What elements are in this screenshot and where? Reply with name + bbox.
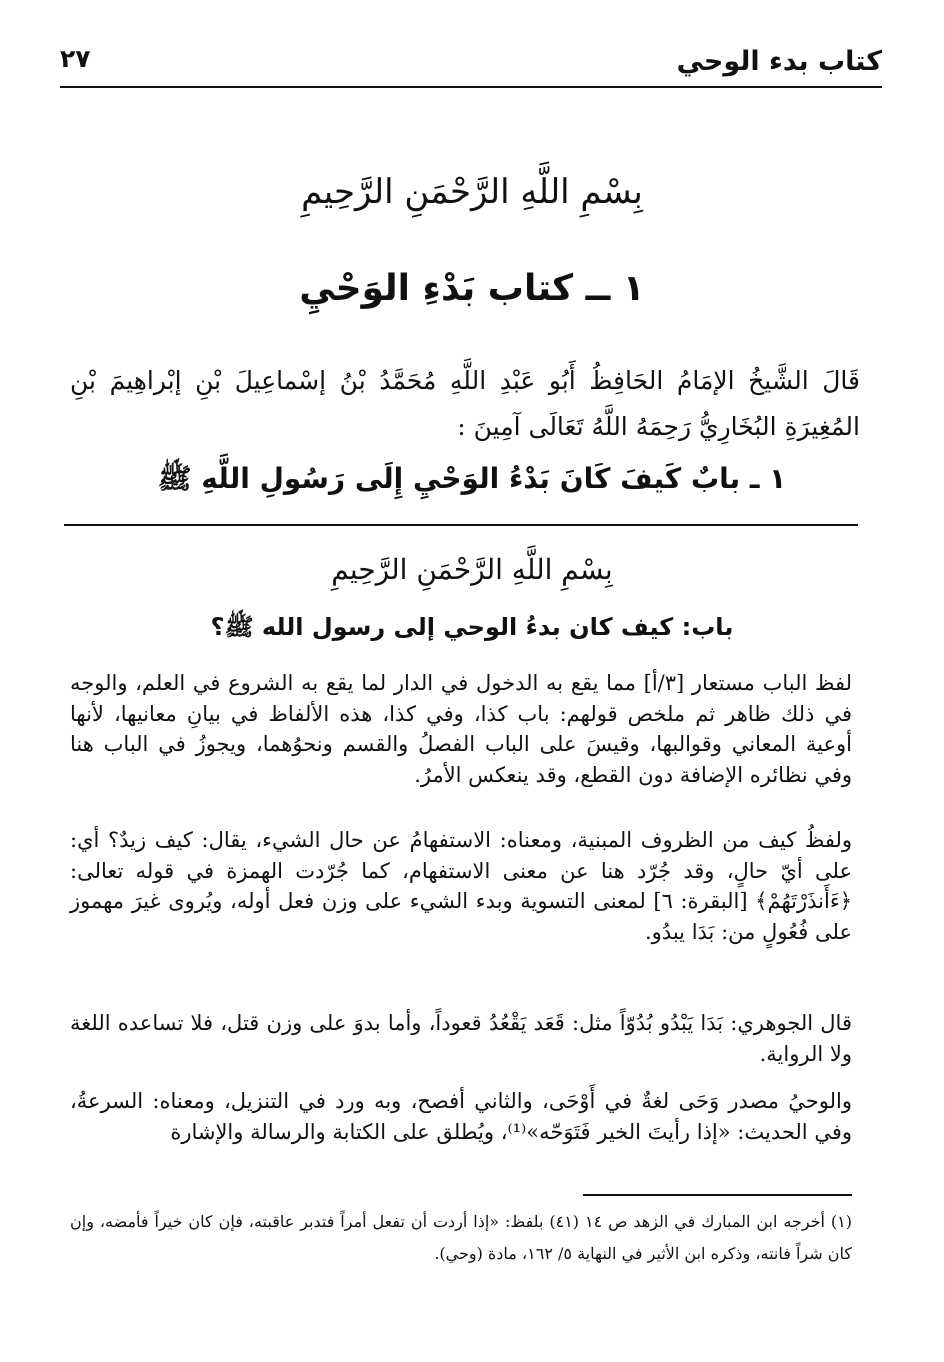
commentary-paragraph: قال الجوهري: بَدَا يَبْدُو بُدُوّاً مثل: قَعَد يَقْعُدُ قعوداً، وأما بدوَ على وزن قتل، فلا تساعده اللغة ولا الرواية. (70, 1011, 852, 1066)
footnote: (١) أخرجه ابن المبارك في الزهد ص ١٤ (٤١) بلفظ: «إذا أردت أن تفعل أمراً فتدبر عاقبته، فإن كان خيراً فأمضه، وإن كان شراً فانته، وذكره ابن الأثير في النهاية ٥/ ١٦٢، مادة (وحي). (70, 1212, 853, 1263)
commentary-paragraph: لفظ الباب مستعار [٣/أ] مما يقع به الدخول في الدار لما يقع به الشروع في العلم، والوجه في ذلك ظاهر ثم ملخص قولهم: باب كذا، وفي كذا، هذه الألفاظ في بيانِ معانيها، لأنها أوعية المعاني وقوالبها، وقيسَ على الباب الفصلُ والقسم ونحوُهما، ويجوزُ في الباب هنا وفي نظائره الإضافة دون القطع، وقد ينعكس الأمرُ. (70, 671, 852, 787)
bab-heading: باب: كيف كان بدءُ الوحي إلى رسول الله ﷺ؟ (210, 613, 734, 641)
header-divider (60, 86, 882, 88)
intro-paragraph: قَالَ الشَّيخُ الإمَامُ الحَافِظُ أَبُو عَبْدِ اللَّهِ مُحَمَّدُ بْنُ إسْماعِيلَ بْنِ إبْراهِيمَ بْنِ المُغِيرَةِ البُخَارِيُّ رَحِمَهُ اللَّهُ تَعَالَى آمِينَ : (70, 366, 860, 441)
chapter-heading: ١ ـ بابٌ كَيفَ كَانَ بَدْءُ الوَحْيِ إِلَى رَسُولِ اللَّهِ ﷺ (157, 462, 787, 495)
running-title: كتاب بدء الوحي (676, 46, 882, 77)
section-divider (64, 524, 858, 526)
commentary-paragraph: والوحيُ مصدر وَحَى لغةٌ في أَوْحَى، والثاني أفصح، وبه ورد في التنزيل، ومعناه: السرعةُ، وفي الحديث: «إذا رأيتَ الخير فَتَوَحّه»⁽¹⁾، ويُطلق على الكتابة والرسالة والإشارة (70, 1089, 852, 1144)
page-number: ٢٧ (60, 44, 91, 73)
basmala-commentary: بِسْمِ اللَّهِ الرَّحْمَنِ الرَّحِيمِ (331, 553, 613, 586)
footnote-divider (583, 1194, 852, 1196)
commentary-paragraph: ولفظُ كيف من الظروف المبنية، ومعناه: الاستفهامُ عن حال الشيء، يقال: كيف زيدٌ؟ أي: على أيّ حالٍ، وقد جُرّد هنا عن معنى الاستفهام، كما جُرّدت الهمزة في قوله تعالى: ﴿ءَأَنذَرْتَهُمْ﴾ [البقرة: ٦] لمعنى التسوية وبدء الشيء على وزن فعل أوله، ويُروى غيرَ مهموز على فُعُولٍ من: بَدَا يبدُو. (70, 828, 853, 944)
basmala-calligraphy: بِسْمِ اللَّهِ الرَّحْمَنِ الرَّحِيمِ (301, 172, 643, 212)
book-title: ١ ــ كتاب بَدْءِ الوَحْيِ (299, 268, 645, 309)
page-header (60, 36, 882, 88)
